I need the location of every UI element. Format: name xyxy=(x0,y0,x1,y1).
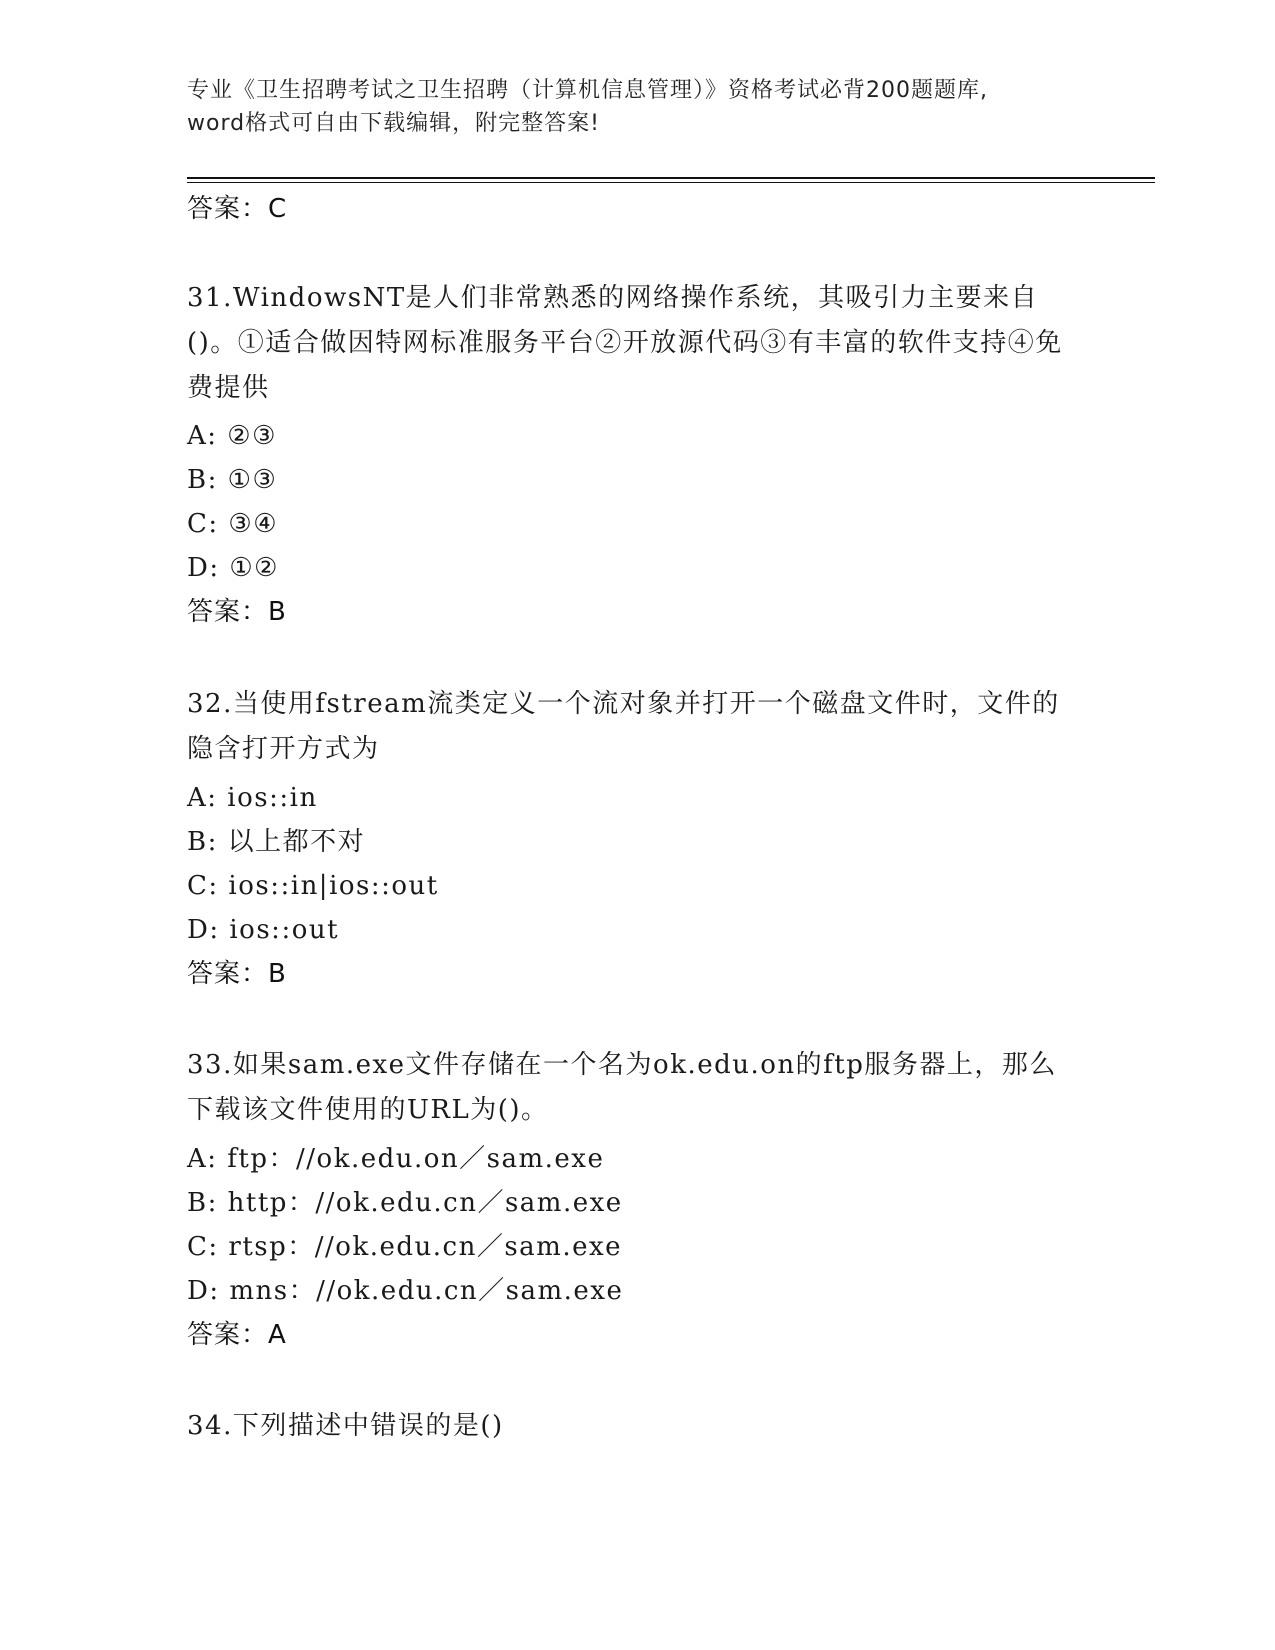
question-33-option-d: D: mns：//ok.edu.cn／sam.exe xyxy=(187,1276,624,1306)
question-31-text: 31.WindowsNT是人们非常熟悉的网络操作系统，其吸引力主要来自()。①适合做因特网标准服务平台②开放源代码③有丰富的软件支持④免费提供 xyxy=(187,283,1063,403)
answer-line: 答案：C xyxy=(187,194,288,224)
question-34-text: 34.下列描述中错误的是() xyxy=(187,1411,504,1441)
question-31-option-b: B: ①③ xyxy=(187,465,278,495)
question-33-text: 33.如果sam.exe文件存储在一个名为ok.edu.on的ftp服务器上，那么下载该文件使用的URL为()。 xyxy=(187,1050,1057,1125)
document-header xyxy=(187,74,1087,140)
question-31-option-c: C: ③④ xyxy=(187,509,279,539)
header-line-2: word格式可自由下载编辑，附完整答案! xyxy=(187,111,600,136)
question-33-option-c: C: rtsp：//ok.edu.cn／sam.exe xyxy=(187,1232,623,1262)
question-31-option-a: A: ②③ xyxy=(187,421,277,451)
question-32-option-b: B: 以上都不对 xyxy=(187,827,366,857)
question-32-answer: 答案：B xyxy=(187,959,287,989)
header-divider-thin xyxy=(187,182,1155,183)
question-31-option-d: D: ①② xyxy=(187,553,279,583)
question-33-option-a: A: ftp：//ok.edu.on／sam.exe xyxy=(187,1144,605,1174)
header-divider-thick xyxy=(187,177,1155,179)
question-32-text: 32.当使用fstream流类定义一个流对象并打开一个磁盘文件时，文件的隐含打开方式为 xyxy=(187,689,1060,764)
question-32-option-d: D: ios::out xyxy=(187,915,340,945)
question-31-answer: 答案：B xyxy=(187,597,287,627)
question-33-answer: 答案：A xyxy=(187,1320,287,1350)
question-33-option-b: B: http：//ok.edu.cn／sam.exe xyxy=(187,1188,623,1218)
question-32-option-c: C: ios::in|ios::out xyxy=(187,871,439,901)
header-line-1: 专业《卫生招聘考试之卫生招聘（计算机信息管理）》资格考试必背200题题库, xyxy=(187,78,988,103)
question-32-option-a: A: ios::in xyxy=(187,783,318,813)
